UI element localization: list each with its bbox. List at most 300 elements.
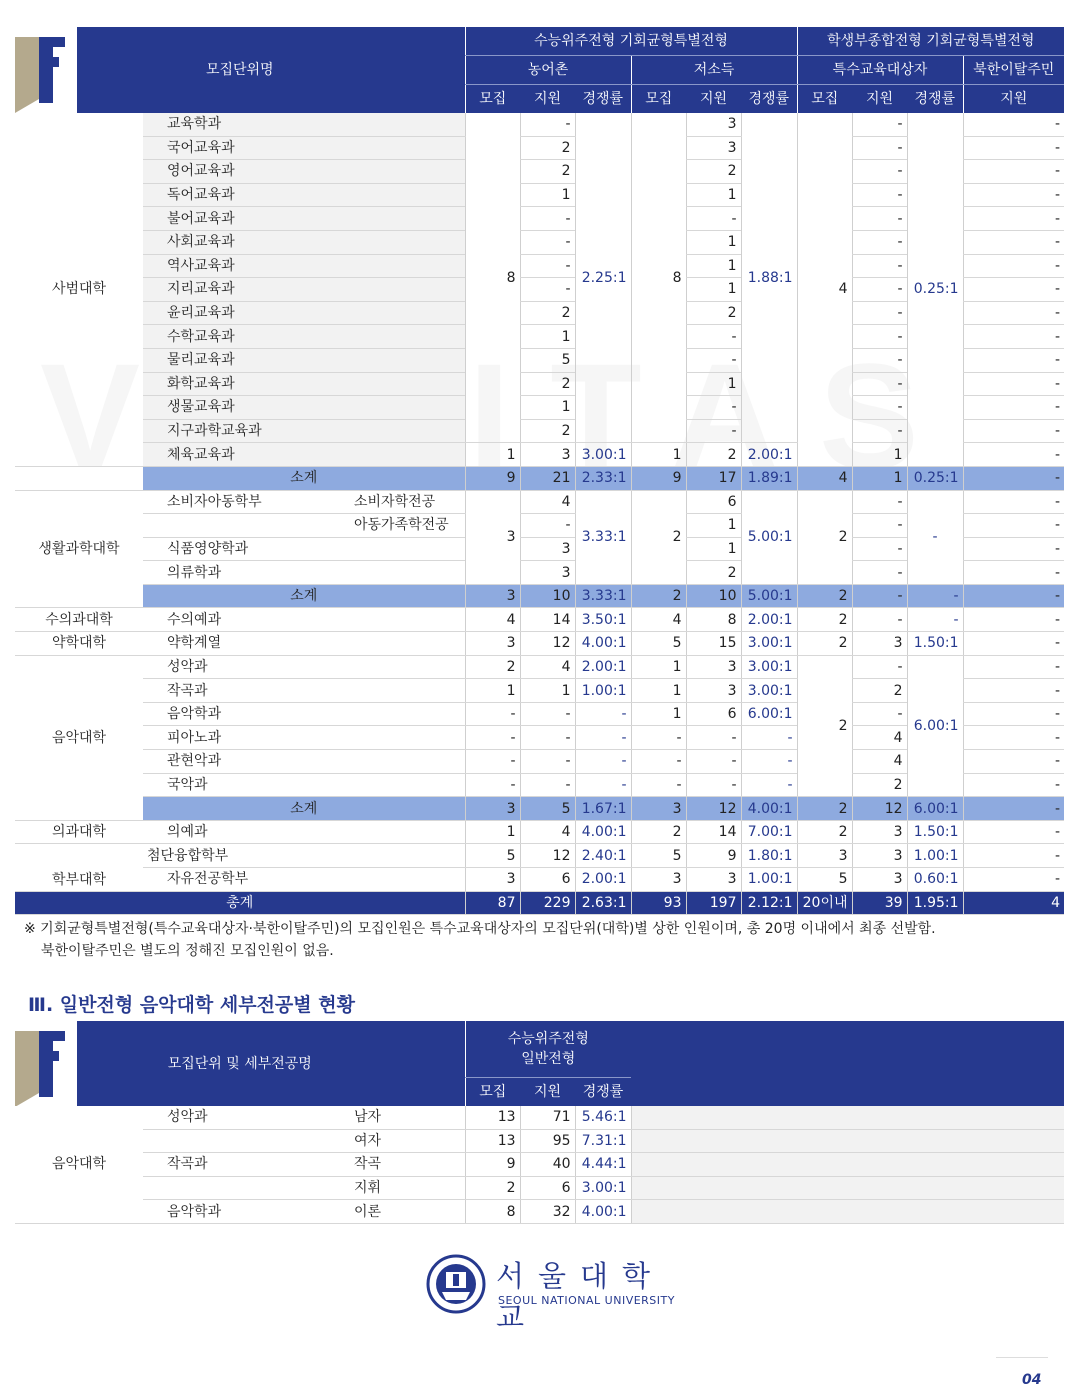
value-cell: -: [741, 750, 797, 774]
dept-name: [143, 514, 330, 538]
blank-cell: [631, 1153, 1064, 1177]
dept-name: 교육학과: [143, 113, 465, 136]
value-cell: 1: [686, 230, 741, 254]
table-row: [15, 820, 1064, 844]
value-cell: 32: [520, 1200, 575, 1224]
value-cell: 2: [520, 301, 575, 325]
value-cell: 2: [520, 160, 575, 184]
value-cell: -: [520, 254, 575, 278]
dept-name: 피아노과: [143, 726, 465, 750]
value-cell: -: [852, 278, 907, 302]
table-row: [15, 254, 1064, 278]
dept-name: 첨단융합학부: [143, 844, 465, 868]
value-cell: -: [963, 584, 1064, 608]
table-row: [15, 726, 1064, 750]
major-name: 남자: [330, 1106, 465, 1129]
value-cell: 2: [465, 1176, 520, 1200]
header-col-mojip: 모집: [465, 1078, 520, 1107]
value-cell: 6: [520, 1176, 575, 1200]
value-cell: 2.25:1: [575, 113, 631, 443]
value-cell: 1: [465, 679, 520, 703]
value-cell: 5: [631, 844, 686, 868]
college-name: 의과대학: [15, 820, 143, 844]
header-group-suneung: 수능위주전형 기회균형특별전형: [465, 27, 797, 56]
value-cell: 3.50:1: [575, 608, 631, 632]
value-cell: 14: [520, 608, 575, 632]
value-cell: 8: [631, 113, 686, 443]
value-cell: -: [963, 207, 1064, 231]
total-label: 총계: [15, 891, 465, 915]
value-cell: -: [520, 750, 575, 774]
value-cell: 2: [686, 561, 741, 585]
value-cell: 1: [465, 443, 520, 467]
dept-name: 음악학과: [143, 1200, 330, 1224]
table-row: [15, 136, 1064, 160]
table-row: [15, 443, 1064, 467]
value-cell: -: [465, 702, 520, 726]
college-name: 음악대학: [15, 655, 143, 820]
header-special-education: 특수교육대상자: [797, 56, 963, 85]
college-name: 수의과대학: [15, 608, 143, 632]
value-cell: 3: [686, 113, 741, 136]
snu-f-emblem-icon: [15, 1021, 77, 1106]
value-cell: -: [575, 726, 631, 750]
value-cell: -: [465, 750, 520, 774]
value-cell: 5.00:1: [741, 490, 797, 584]
value-cell: -: [963, 278, 1064, 302]
value-cell: -: [852, 160, 907, 184]
dept-name: 작곡과: [143, 1153, 330, 1177]
value-cell: -: [575, 702, 631, 726]
header-col-jiwon: 지원: [852, 85, 907, 114]
value-cell: 71: [520, 1106, 575, 1129]
blank-cell: [631, 1106, 1064, 1129]
value-cell: -: [631, 773, 686, 797]
table-row: [15, 702, 1064, 726]
value-cell: 3: [465, 632, 520, 656]
value-cell: -: [963, 844, 1064, 868]
value-cell: 9: [631, 466, 686, 490]
value-cell: -: [520, 230, 575, 254]
value-cell: 13: [465, 1106, 520, 1129]
value-cell: 93: [631, 891, 686, 915]
value-cell: 0.25:1: [907, 113, 963, 466]
value-cell: -: [465, 726, 520, 750]
table-row: [15, 1153, 1064, 1177]
value-cell: 3: [686, 679, 741, 703]
value-cell: 4: [631, 608, 686, 632]
value-cell: 4: [852, 750, 907, 774]
value-cell: 6: [686, 490, 741, 514]
dept-name: 소비자아동학부: [143, 490, 330, 514]
value-cell: -: [852, 608, 907, 632]
dept-name: 관현악과: [143, 750, 465, 774]
value-cell: 1: [631, 443, 686, 467]
major-name: 아동가족학전공: [330, 514, 465, 538]
value-cell: -: [852, 561, 907, 585]
college-name: 학부대학: [15, 844, 143, 891]
dept-name: 윤리교육과: [143, 301, 465, 325]
value-cell: -: [963, 702, 1064, 726]
value-cell: 8: [465, 1200, 520, 1224]
value-cell: 1.88:1: [741, 113, 797, 443]
value-cell: 1: [520, 396, 575, 420]
value-cell: -: [686, 207, 741, 231]
value-cell: -: [963, 396, 1064, 420]
value-cell: -: [631, 726, 686, 750]
dept-name: 물리교육과: [143, 348, 465, 372]
dept-name: 체육교육과: [143, 443, 465, 467]
value-cell: 4: [852, 726, 907, 750]
value-cell: -: [963, 537, 1064, 561]
value-cell: 6: [520, 868, 575, 892]
snu-seal-icon: [426, 1254, 486, 1314]
value-cell: 3: [465, 584, 520, 608]
value-cell: 5: [631, 632, 686, 656]
value-cell: 40: [520, 1153, 575, 1177]
value-cell: -: [852, 254, 907, 278]
value-cell: 1: [465, 820, 520, 844]
value-cell: 2.63:1: [575, 891, 631, 915]
dept-name: 영어교육과: [143, 160, 465, 184]
value-cell: 3: [852, 632, 907, 656]
value-cell: -: [963, 183, 1064, 207]
dept-name: 지구과학교육과: [143, 419, 465, 443]
value-cell: 3: [631, 868, 686, 892]
value-cell: 12: [686, 797, 741, 821]
value-cell: 2: [631, 584, 686, 608]
value-cell: -: [520, 514, 575, 538]
dept-name: 의예과: [143, 820, 465, 844]
value-cell: 1: [686, 254, 741, 278]
header-col-rate: 경쟁률: [907, 85, 963, 114]
value-cell: -: [963, 230, 1064, 254]
snu-name-korean: 서울대학교: [496, 1259, 665, 1334]
value-cell: 2: [465, 655, 520, 679]
value-cell: -: [465, 773, 520, 797]
table-row: [15, 490, 1064, 514]
value-cell: -: [631, 750, 686, 774]
value-cell: 21: [520, 466, 575, 490]
value-cell: -: [686, 773, 741, 797]
dept-name: 약학계열: [143, 632, 465, 656]
value-cell: 2.00:1: [741, 443, 797, 467]
value-cell: -: [852, 419, 907, 443]
value-cell: 10: [520, 584, 575, 608]
value-cell: 2: [797, 797, 852, 821]
dept-name: 불어교육과: [143, 207, 465, 231]
major-name: 지휘: [330, 1176, 465, 1200]
value-cell: -: [963, 820, 1064, 844]
dept-name: 수학교육과: [143, 325, 465, 349]
value-cell: 1: [631, 655, 686, 679]
value-cell: 14: [686, 820, 741, 844]
table-row: [15, 278, 1064, 302]
value-cell: 1.00:1: [741, 868, 797, 892]
table-row: [15, 1129, 1064, 1153]
value-cell: -: [963, 372, 1064, 396]
value-cell: -: [575, 773, 631, 797]
snu-logo: [426, 1254, 686, 1334]
dept-name: 사회교육과: [143, 230, 465, 254]
header-col-rate: 경쟁률: [575, 1078, 631, 1107]
table-row: [15, 396, 1064, 420]
value-cell: 1.50:1: [907, 632, 963, 656]
value-cell: 1.00:1: [907, 844, 963, 868]
value-cell: -: [520, 773, 575, 797]
table-row: [15, 372, 1064, 396]
table-row: [15, 655, 1064, 679]
blank-cell: [631, 1200, 1064, 1224]
value-cell: 2: [797, 820, 852, 844]
value-cell: 9: [465, 1153, 520, 1177]
value-cell: -: [907, 584, 963, 608]
value-cell: 6: [686, 702, 741, 726]
value-cell: 1: [686, 537, 741, 561]
value-cell: 10: [686, 584, 741, 608]
blank-cell: [631, 1176, 1064, 1200]
value-cell: 2: [852, 679, 907, 703]
value-cell: 2.00:1: [741, 608, 797, 632]
value-cell: 5: [520, 348, 575, 372]
header-unit-major-name: 모집단위 및 세부전공명: [15, 1021, 465, 1106]
dept-name: 음악학과: [143, 702, 465, 726]
value-cell: 5: [465, 844, 520, 868]
value-cell: 4: [520, 655, 575, 679]
value-cell: 4: [797, 466, 852, 490]
table-row: [15, 537, 1064, 561]
value-cell: 1.89:1: [741, 466, 797, 490]
value-cell: 4: [520, 490, 575, 514]
value-cell: 2.00:1: [575, 868, 631, 892]
major-name: 이론: [330, 1200, 465, 1224]
header-col-jiwon: 지원: [520, 1078, 575, 1107]
table-row: [15, 608, 1064, 632]
header-nongeochon: 농어촌: [465, 56, 631, 85]
header-group-haksaengbu: 학생부종합전형 기회균형특별전형: [797, 27, 1064, 56]
header-jeosodeuk: 저소득: [631, 56, 797, 85]
value-cell: -: [852, 136, 907, 160]
value-cell: 1.50:1: [907, 820, 963, 844]
section-3-title: Ⅲ. 일반전형 음악대학 세부전공별 현황: [28, 994, 355, 1016]
footnote: [24, 918, 936, 962]
value-cell: 3: [797, 844, 852, 868]
value-cell: -: [686, 396, 741, 420]
header-col-rate: 경쟁률: [575, 85, 631, 114]
table-row: [15, 1106, 1064, 1129]
value-cell: 13: [465, 1129, 520, 1153]
value-cell: 20이내: [797, 891, 852, 915]
value-cell: 3: [465, 490, 520, 584]
subtotal-label: 소계: [143, 584, 465, 608]
dept-name: 국악과: [143, 773, 465, 797]
value-cell: -: [852, 490, 907, 514]
value-cell: 2: [797, 655, 852, 797]
value-cell: 2: [520, 136, 575, 160]
value-cell: -: [741, 726, 797, 750]
value-cell: -: [907, 490, 963, 584]
value-cell: -: [963, 561, 1064, 585]
value-cell: -: [963, 466, 1064, 490]
header-north-korean-defector: 북한이탈주민: [963, 56, 1064, 85]
snu-f-emblem-icon: [15, 27, 77, 113]
table-row: [15, 679, 1064, 703]
value-cell: -: [852, 183, 907, 207]
value-cell: -: [963, 254, 1064, 278]
dept-name: 식품영양학과: [143, 537, 465, 561]
value-cell: -: [686, 726, 741, 750]
dept-name: 화학교육과: [143, 372, 465, 396]
value-cell: 2: [520, 419, 575, 443]
value-cell: -: [686, 325, 741, 349]
snu-name-english: SEOUL NATIONAL UNIVERSITY: [498, 1294, 675, 1307]
header-unit-name: 모집단위명: [15, 27, 465, 113]
header-group-suneung-general: 수능위주전형 일반전형: [465, 1021, 631, 1078]
value-cell: -: [963, 113, 1064, 136]
value-cell: 12: [852, 797, 907, 821]
header-col-mojip: 모집: [797, 85, 852, 114]
value-cell: -: [963, 726, 1064, 750]
page-number-rule: [996, 1357, 1048, 1358]
footnote-line-2: 북한이탈주민은 별도의 정해진 모집인원이 없음.: [41, 943, 334, 959]
value-cell: 4: [465, 608, 520, 632]
value-cell: -: [852, 230, 907, 254]
value-cell: 1: [686, 372, 741, 396]
value-cell: -: [852, 372, 907, 396]
dept-name: [143, 1129, 330, 1153]
value-cell: 1.67:1: [575, 797, 631, 821]
value-cell: 12: [520, 632, 575, 656]
value-cell: 2.12:1: [741, 891, 797, 915]
value-cell: 8: [465, 113, 520, 443]
value-cell: 3.00:1: [741, 632, 797, 656]
value-cell: -: [963, 679, 1064, 703]
value-cell: -: [963, 655, 1064, 679]
blank-cell: [15, 466, 143, 490]
value-cell: 2: [852, 773, 907, 797]
table-row: [15, 773, 1064, 797]
major-name: 작곡: [330, 1153, 465, 1177]
table-row: [15, 325, 1064, 349]
value-cell: -: [963, 608, 1064, 632]
header-col-rate: 경쟁률: [741, 85, 797, 114]
value-cell: 2: [686, 160, 741, 184]
value-cell: 4: [963, 891, 1064, 915]
value-cell: 1: [686, 278, 741, 302]
value-cell: 229: [520, 891, 575, 915]
value-cell: -: [963, 750, 1064, 774]
value-cell: 1.80:1: [741, 844, 797, 868]
value-cell: 3: [852, 844, 907, 868]
value-cell: 3: [686, 655, 741, 679]
value-cell: -: [963, 773, 1064, 797]
value-cell: 2: [797, 608, 852, 632]
dept-name: 성악과: [143, 655, 465, 679]
value-cell: -: [686, 750, 741, 774]
college-name: 음악대학: [15, 1106, 143, 1223]
value-cell: 3: [520, 537, 575, 561]
value-cell: 12: [520, 844, 575, 868]
value-cell: -: [963, 136, 1064, 160]
value-cell: -: [963, 868, 1064, 892]
value-cell: -: [520, 113, 575, 136]
table-row: [15, 113, 1064, 136]
value-cell: 3: [465, 868, 520, 892]
value-cell: -: [963, 348, 1064, 372]
table-row: [15, 1176, 1064, 1200]
blank-cell: [631, 1129, 1064, 1153]
dept-name: 작곡과: [143, 679, 465, 703]
value-cell: 3.00:1: [741, 679, 797, 703]
value-cell: -: [963, 325, 1064, 349]
value-cell: 3: [465, 797, 520, 821]
value-cell: 2: [631, 490, 686, 584]
value-cell: 4.44:1: [575, 1153, 631, 1177]
subtotal-label: 소계: [143, 466, 465, 490]
value-cell: 2.00:1: [575, 655, 631, 679]
value-cell: -: [963, 160, 1064, 184]
value-cell: 6.00:1: [907, 655, 963, 797]
admission-table-2: [15, 1021, 1064, 1224]
header-col-jiwon: 지원: [963, 85, 1064, 114]
admission-table-1: [15, 27, 1064, 915]
value-cell: 1: [631, 679, 686, 703]
table-row: [15, 419, 1064, 443]
value-cell: -: [963, 490, 1064, 514]
footnote-line-1: ※ 기회균형특별전형(특수교육대상자·북한이탈주민)의 모집인원은 특수교육대상자의 모집단위(대학)별 상한 인원이며, 총 20명 이내에서 최종 선발함.: [24, 921, 936, 937]
dept-name: 의류학과: [143, 561, 465, 585]
value-cell: 4.00:1: [575, 820, 631, 844]
table-row: [15, 207, 1064, 231]
table-row: [15, 750, 1064, 774]
value-cell: -: [963, 797, 1064, 821]
table-row: [15, 632, 1064, 656]
value-cell: 2: [520, 372, 575, 396]
value-cell: 6.00:1: [741, 702, 797, 726]
value-cell: 0.25:1: [907, 466, 963, 490]
value-cell: -: [686, 348, 741, 372]
table-row: [15, 160, 1064, 184]
value-cell: 3.00:1: [575, 443, 631, 467]
table-row: [15, 584, 1064, 608]
value-cell: -: [852, 113, 907, 136]
value-cell: -: [741, 773, 797, 797]
value-cell: 4: [520, 820, 575, 844]
value-cell: 1: [520, 325, 575, 349]
table-row: [15, 868, 1064, 892]
value-cell: 3: [852, 868, 907, 892]
value-cell: 7.00:1: [741, 820, 797, 844]
value-cell: -: [520, 702, 575, 726]
header-col-jiwon: 지원: [520, 85, 575, 114]
dept-name: 국어교육과: [143, 136, 465, 160]
value-cell: 5: [520, 797, 575, 821]
value-cell: -: [686, 419, 741, 443]
value-cell: -: [852, 702, 907, 726]
value-cell: -: [575, 750, 631, 774]
value-cell: -: [963, 514, 1064, 538]
header-col-jiwon: 지원: [686, 85, 741, 114]
value-cell: 2: [631, 820, 686, 844]
dept-name: 독어교육과: [143, 183, 465, 207]
value-cell: 197: [686, 891, 741, 915]
dept-name: 생물교육과: [143, 396, 465, 420]
value-cell: 4.00:1: [575, 1200, 631, 1224]
value-cell: -: [852, 537, 907, 561]
value-cell: 95: [520, 1129, 575, 1153]
value-cell: 5.46:1: [575, 1106, 631, 1129]
header-col-mojip: 모집: [465, 85, 520, 114]
